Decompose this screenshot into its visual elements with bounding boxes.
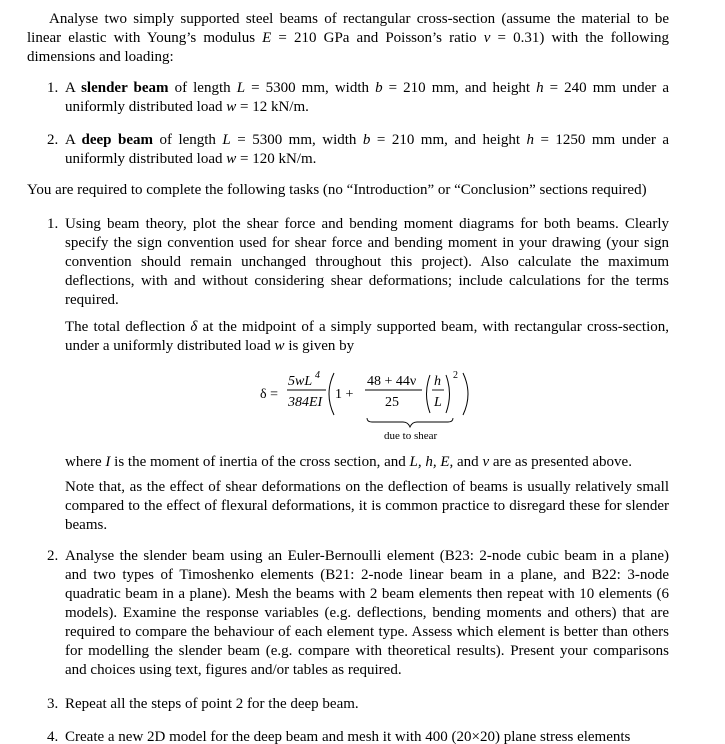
deflection-equation bbox=[260, 368, 490, 443]
beam-text: A bbox=[65, 80, 82, 96]
list-number: 1. bbox=[47, 216, 59, 232]
beam-text: = 5300 mm, width bbox=[230, 132, 363, 148]
beam-text: = 210 mm, and height bbox=[382, 80, 537, 96]
eq-exponent-4: 4 bbox=[315, 370, 320, 381]
right-paren bbox=[446, 375, 450, 413]
eq-numerator-2: 48 + 44ν bbox=[367, 374, 417, 389]
eq-denominator-2: 25 bbox=[385, 395, 399, 410]
eq-one-plus: 1 + bbox=[335, 387, 354, 402]
beam-text: A bbox=[65, 132, 82, 148]
eq-exponent-2: 2 bbox=[453, 370, 458, 381]
left-paren bbox=[329, 373, 334, 415]
list-number: 1. bbox=[47, 80, 59, 96]
beam-text: = 210 mm, and height bbox=[370, 132, 527, 148]
eq-L: L bbox=[434, 395, 442, 410]
eq-numerator-1: 5wL bbox=[288, 374, 313, 389]
beam-text: = 1250 mm under a uniformly distributed load bbox=[65, 132, 669, 167]
task-item bbox=[47, 215, 669, 310]
para-text: where bbox=[65, 454, 106, 470]
task-item bbox=[47, 547, 669, 680]
para-text: are as presented above. bbox=[489, 454, 632, 470]
list-number: 3. bbox=[47, 696, 59, 712]
symbol-delta: δ bbox=[190, 319, 198, 335]
beam-text: of length bbox=[152, 132, 223, 148]
beam-text: = 12 kN/m. bbox=[236, 99, 309, 115]
symbol-h: h bbox=[536, 80, 544, 96]
para-text: The total deflection bbox=[65, 319, 191, 335]
symbol-b: b bbox=[375, 80, 383, 96]
right-paren bbox=[463, 373, 468, 415]
intro-text: Analyse two simply supported steel beams of rectangular cross-section (assume the material to be linear elastic with Young’s modulus bbox=[27, 11, 669, 46]
shear-note: Note that, as the effect of shear deformations on the deflection of beams is usually relatively small compared to the effect of flexural deformations, it is common practice to disregard these for slender beams. bbox=[65, 479, 669, 533]
tasks-intro: You are required to complete the following tasks (no “Introduction” or “Conclusion” sections required) bbox=[27, 182, 647, 198]
para-text: and bbox=[453, 454, 483, 470]
beam-text: of length bbox=[168, 80, 237, 96]
intro-text: = 0.31) with the following dimensions and loading: bbox=[27, 30, 669, 65]
beam-type-label: deep beam bbox=[81, 132, 153, 148]
eq-h: h bbox=[434, 374, 441, 389]
symbol-h: h bbox=[526, 132, 534, 148]
para-text: is given by bbox=[284, 338, 355, 354]
symbol-nu: ν bbox=[482, 454, 490, 470]
intro-text: = 210 GPa and Poisson’s ratio bbox=[271, 30, 484, 46]
beam-type-label: slender beam bbox=[81, 80, 169, 96]
list-number: 2. bbox=[47, 132, 59, 148]
left-paren bbox=[427, 375, 431, 413]
beam-list-item bbox=[47, 131, 669, 169]
symbol-b: b bbox=[362, 132, 371, 148]
symbol-I: I bbox=[105, 454, 111, 470]
para-text: at the midpoint of a simply supported beam, with rectangular cross-section, under a uniformly distributed load bbox=[65, 319, 670, 354]
symbol-L: L bbox=[222, 132, 231, 148]
beam-text: = 120 kN/m. bbox=[236, 151, 317, 167]
symbol-L: L bbox=[236, 80, 246, 96]
para-text: is the moment of inertia of the cross section, and bbox=[110, 454, 410, 470]
eq-lhs: δ = bbox=[260, 387, 278, 402]
deflection-intro bbox=[65, 318, 669, 356]
beam-text: = 5300 mm, width bbox=[245, 80, 376, 96]
task-text: Repeat all the steps of point 2 for the deep beam. bbox=[65, 696, 359, 712]
symbol-w: w bbox=[226, 151, 237, 167]
symbol-w: w bbox=[274, 338, 285, 354]
list-number: 4. bbox=[47, 729, 59, 744]
task-text: Create a new 2D model for the deep beam and mesh it with 400 (20×20) plane stress elements bbox=[65, 729, 631, 744]
moment-of-inertia-note bbox=[65, 453, 669, 472]
symbol-w: w bbox=[226, 99, 237, 115]
symbol-vars: L, h, E, bbox=[409, 454, 454, 470]
symbol-E: E bbox=[262, 30, 272, 46]
beam-list-item bbox=[47, 79, 669, 117]
intro-paragraph bbox=[27, 10, 669, 67]
task-item bbox=[47, 695, 669, 714]
eq-denominator-1: 384EI bbox=[288, 395, 323, 410]
list-number: 2. bbox=[47, 548, 59, 564]
eq-brace-label: due to shear bbox=[384, 430, 438, 442]
beam-text: = 240 mm under a uniformly distributed load bbox=[65, 80, 670, 115]
task-text: Using beam theory, plot the shear force and bending moment diagrams for both beams. Clearly specify the sign convention used for shear force and bending moment in your drawing (your sign convention should remain unchanged throughout this project). Also calculate the maximum deflections, with and without considering shear deformations; include calculations for the terms required. bbox=[65, 216, 669, 308]
underbrace bbox=[367, 418, 453, 427]
symbol-nu: ν bbox=[483, 30, 491, 46]
task-text: Analyse the slender beam using an Euler-Bernoulli element (B23: 2-node cubic beam in a plane) and two types of Timoshenko elements (B21: 2-node linear beam in a plane, and B22: 3-node quadratic beam in a plane). Mesh the beams with 2 beam elements then repeat with 10 elements (6 models). Examine the response variables (e.g. deflections, bending moments and others) that are required to compare the behaviour of each element type. Assess which element is better than others for modelling the slender beam (e.g. compare with theoretical results). Present your comparisons and choices using text, figures and/or tables as required. bbox=[65, 548, 669, 678]
